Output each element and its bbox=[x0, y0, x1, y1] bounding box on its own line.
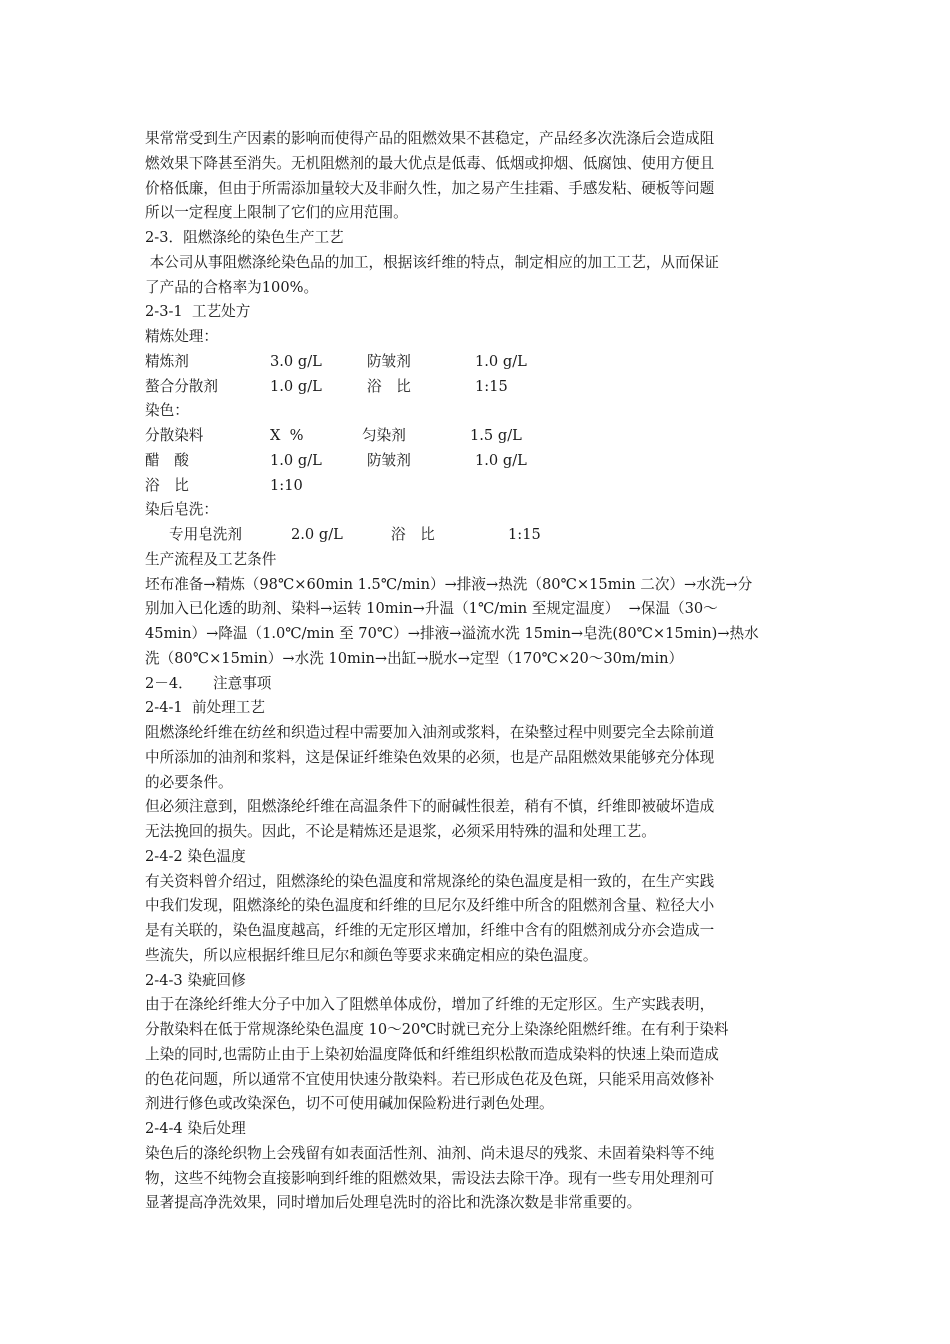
text-line: 但必须注意到，阻燃涤纶纤维在高温条件下的耐碱性很差，稍有不慎，纤维即被破坏造成 bbox=[145, 798, 715, 816]
recipe-amount: 1:15 bbox=[475, 377, 508, 395]
section-number: 2－4． bbox=[145, 674, 193, 692]
text-line: 价格低廉，但由于所需添加量较大及非耐久性，加之易产生挂霜、手感发粘、硬板等问题 bbox=[145, 179, 715, 197]
recipe-amount: 2.0 g/L bbox=[291, 526, 343, 543]
recipe-amount: 1.0 g/L bbox=[475, 451, 527, 469]
text-line: 45min）→降温（1.0℃/min 至 70℃）→排液→溢流水洗 15min→皂洗(80℃×15min)→热水 bbox=[145, 625, 759, 642]
recipe-amount: 1:15 bbox=[508, 526, 541, 543]
recipe-item: 浴 比 bbox=[367, 377, 411, 395]
recipe-amount: 1.0 g/L bbox=[475, 352, 527, 370]
text-line: 由于在涤纶纤维大分子中加入了阻燃单体成份，增加了纤维的无定形区。生产实践表明， bbox=[145, 996, 715, 1014]
recipe-row bbox=[145, 350, 810, 375]
document-page bbox=[145, 127, 810, 1216]
section-heading-2-4-4: 2-4-4 染后处理 bbox=[145, 1120, 246, 1137]
flow-title: 生产流程及工艺条件 bbox=[145, 550, 277, 568]
text-line: 本公司从事阻燃涤纶染色品的加工，根据该纤维的特点，制定相应的加工工艺，从而保证 bbox=[145, 253, 719, 271]
section-heading-2-4-2: 2-4-2 染色温度 bbox=[145, 847, 246, 865]
recipe-row bbox=[145, 474, 810, 499]
section-heading-2-3: 2-3．阻燃涤纶的染色生产工艺 bbox=[145, 229, 344, 246]
text-line: 中所添加的油剂和浆料，这是保证纤维染色效果的必须，也是产品阻燃效果能够充分体现 bbox=[145, 748, 715, 766]
section-heading-2-3-1: 2-3-1 工艺处方 bbox=[145, 303, 251, 321]
recipe-item: 防皱剂 bbox=[367, 352, 411, 370]
text-line: 的必要条件。 bbox=[145, 773, 233, 791]
recipe-item: 浴 比 bbox=[391, 526, 435, 543]
recipe-row bbox=[145, 523, 810, 548]
text-line: 了产品的合格率为100%。 bbox=[145, 278, 319, 296]
section-heading-2-4-1: 2-4-1 前处理工艺 bbox=[145, 699, 265, 717]
recipe-item: 专用皂洗剂 bbox=[169, 526, 242, 543]
text-line: 物，这些不纯物会直接影响到纤维的阻燃效果，需设法去除干净。现有一些专用处理剂可 bbox=[145, 1169, 715, 1187]
text-line: 中我们发现，阻燃涤纶的染色温度和纤维的旦尼尔及纤维中所含的阻燃剂含量、粒径大小 bbox=[145, 897, 715, 915]
text-line: 些流失，所以应根据纤维旦尼尔和颜色等要求来确定相应的染色温度。 bbox=[145, 946, 598, 964]
text-line: 果常常受到生产因素的影响而使得产品的阻燃效果不甚稳定，产品经多次洗涤后会造成阻 bbox=[145, 130, 715, 147]
text-line: 有关资料曾介绍过，阻燃涤纶的染色温度和常规涤纶的染色温度是相一致的，在生产实践 bbox=[145, 872, 715, 890]
scour-title: 精炼处理： bbox=[145, 328, 218, 345]
recipe-item: 匀染剂 bbox=[362, 427, 406, 444]
recipe-amount: 1.0 g/L bbox=[270, 451, 322, 469]
dye-title: 染色： bbox=[145, 402, 189, 420]
text-line: 上染的同时,也需防止由于上染初始温度降低和纤维组织松散而造成染料的快速上染而造成 bbox=[145, 1045, 719, 1063]
recipe-item: 分散染料 bbox=[145, 427, 204, 444]
text-line: 洗（80℃×15min）→水洗 10min→出缸→脱水→定型（170℃×20～30m/min） bbox=[145, 649, 684, 667]
recipe-row bbox=[145, 375, 810, 400]
text-line: 的色花问题，所以通常不宜使用快速分散染料。若已形成色花及色斑，只能采用高效修补 bbox=[145, 1070, 715, 1088]
text-line: 无法挽回的损失。因此，不论是精炼还是退浆，必须采用特殊的温和处理工艺。 bbox=[145, 823, 656, 840]
recipe-amount: X % bbox=[270, 427, 304, 444]
recipe-item: 防皱剂 bbox=[367, 451, 411, 469]
recipe-row bbox=[145, 424, 810, 449]
text-line: 是有关联的，染色温度越高，纤维的无定形区增加，纤维中含有的阻燃剂成分亦会造成一 bbox=[145, 922, 715, 939]
section-heading-2-4-3: 2-4-3 染疵回修 bbox=[145, 971, 246, 989]
text-line: 显著提高净洗效果，同时增加后处理皂洗时的浴比和洗涤次数是非常重要的。 bbox=[145, 1194, 642, 1212]
paragraph-intro-continued bbox=[145, 127, 810, 226]
recipe-item: 浴 比 bbox=[145, 476, 189, 494]
recipe-amount: 3.0 g/L bbox=[270, 352, 322, 370]
recipe-amount: 1:10 bbox=[270, 476, 303, 494]
recipe-item: 螯合分散剂 bbox=[145, 377, 218, 395]
text-line: 别加入已化透的助剂、染料→运转 10min→升温（1℃/min 至规定温度） →保温（30～ bbox=[145, 600, 718, 618]
recipe-item: 醋 酸 bbox=[145, 451, 189, 469]
text-line: 剂进行修色或改染深色，切不可使用碱加保险粉进行剥色处理。 bbox=[145, 1095, 554, 1113]
recipe-row bbox=[145, 449, 810, 474]
text-line: 分散染料在低于常规涤纶染色温度 10～20℃时就已充分上染涤纶阻燃纤维。在有利于染料 bbox=[145, 1021, 729, 1038]
text-line: 染色后的涤纶织物上会残留有如表面活性剂、油剂、尚未退尽的残浆、未固着染料等不纯 bbox=[145, 1144, 715, 1162]
text-line: 坯布准备→精炼（98℃×60min 1.5℃/min）→排液→热洗（80℃×15min 二次）→水洗→分 bbox=[145, 575, 753, 593]
text-line: 阻燃涤纶纤维在纺丝和织造过程中需要加入油剂或浆料，在染整过程中则要完全去除前道 bbox=[145, 724, 715, 741]
section-heading-2-4 bbox=[145, 672, 810, 697]
section-title: 注意事项 bbox=[213, 674, 272, 692]
recipe-amount: 1.5 g/L bbox=[470, 427, 522, 444]
soap-title: 染后皂洗： bbox=[145, 501, 218, 519]
recipe-item: 精炼剂 bbox=[145, 352, 189, 370]
text-line: 燃效果下降甚至消失。无机阻燃剂的最大优点是低毒、低烟或抑烟、低腐蚀、使用方便且 bbox=[145, 154, 715, 172]
recipe-amount: 1.0 g/L bbox=[270, 377, 322, 395]
text-line: 所以一定程度上限制了它们的应用范围。 bbox=[145, 204, 408, 222]
